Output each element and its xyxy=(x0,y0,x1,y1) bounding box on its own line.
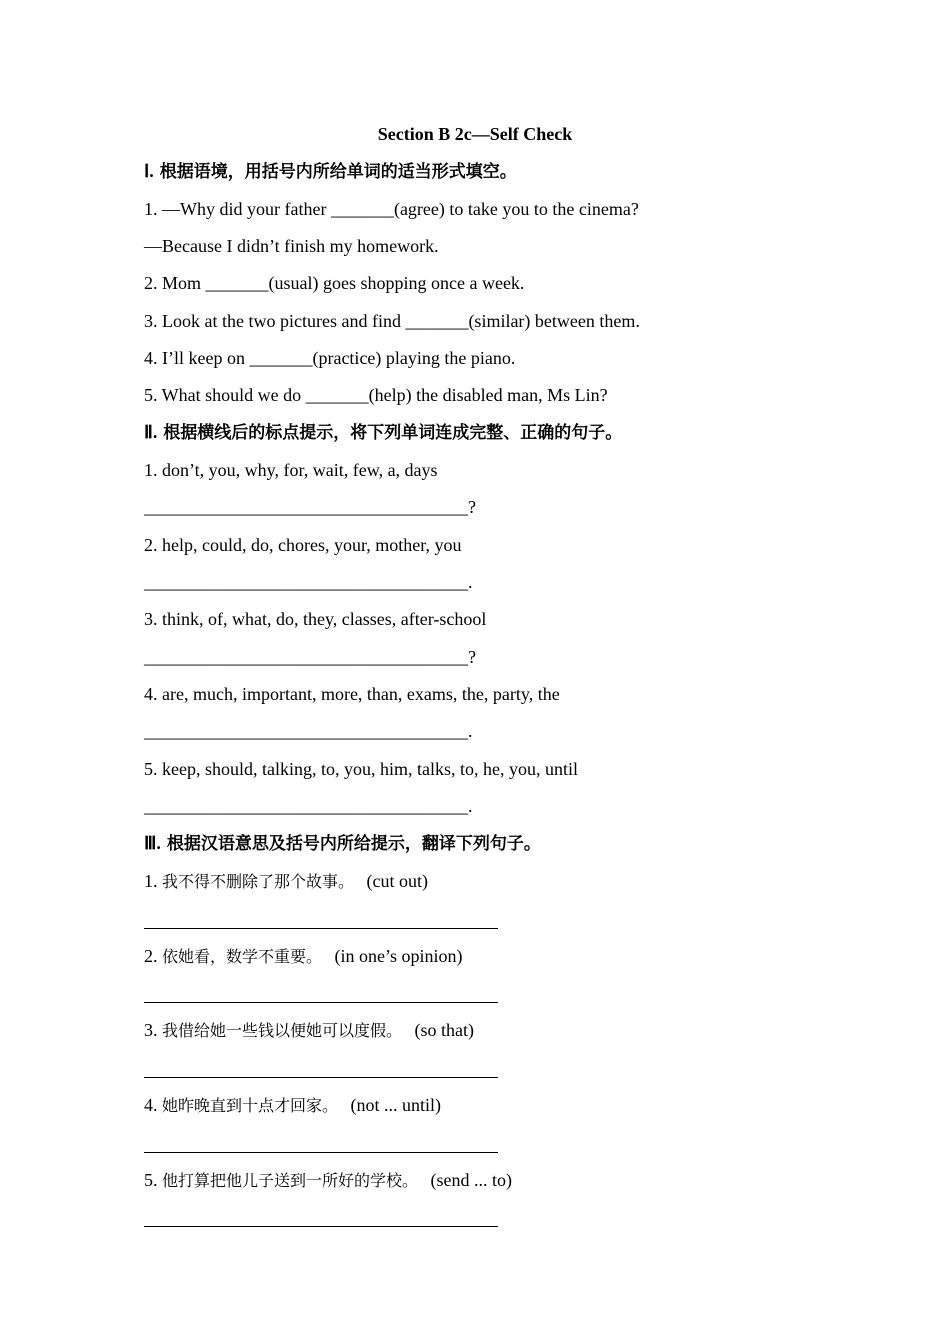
part2-item-3-answer-line: ____________________________________? xyxy=(144,647,476,667)
part3-item-2-hint: (in one’s opinion) xyxy=(334,946,463,966)
part3-heading xyxy=(144,831,541,856)
part1-item-1-answer: —Because I didn’t finish my homework. xyxy=(144,236,439,256)
part2-item-5-words: 5. keep, should, talking, to, you, him, talks, to, he, you, until xyxy=(144,759,578,779)
part2-item-4-answer-line: ____________________________________. xyxy=(144,721,473,741)
part1-instruction: 根据语境，用括号内所给单词的适当形式填空。 xyxy=(159,162,517,182)
part3-item-5-chinese: 他打算把他儿子送到一所好的学校。 xyxy=(162,1171,419,1190)
part3-item-2-answer-line xyxy=(144,1002,498,1003)
part1-item-5: 5. What should we do _______(help) the disabled man, Ms Lin? xyxy=(144,385,608,405)
part3-item-1 xyxy=(144,869,428,894)
part3-item-4-answer-line xyxy=(144,1152,498,1153)
part1-numeral: Ⅰ. xyxy=(144,161,154,181)
part1-item-3: 3. Look at the two pictures and find _______(similar) between them. xyxy=(144,311,640,331)
part3-item-4-chinese: 她昨晚直到十点才回家。 xyxy=(162,1096,339,1115)
part2-item-5-answer-line: ____________________________________. xyxy=(144,796,473,816)
part2-item-1-answer-line: ____________________________________? xyxy=(144,497,476,517)
part2-item-4-words: 4. are, much, important, more, than, exams, the, party, the xyxy=(144,684,560,704)
part3-item-4 xyxy=(144,1093,441,1118)
part3-item-1-hint: (cut out) xyxy=(366,871,428,891)
part3-item-3-number: 3. xyxy=(144,1020,158,1040)
part2-heading xyxy=(144,420,622,445)
part2-numeral: Ⅱ. xyxy=(144,422,158,442)
part3-item-2 xyxy=(144,944,463,969)
part2-item-2-words: 2. help, could, do, chores, your, mother, you xyxy=(144,535,462,555)
part3-item-3-answer-line xyxy=(144,1077,498,1078)
page-title: Section B 2c—Self Check xyxy=(377,124,573,144)
part2-instruction: 根据横线后的标点提示，将下列单词连成完整、正确的句子。 xyxy=(163,423,623,443)
part3-item-2-number: 2. xyxy=(144,946,158,966)
part1-item-2: 2. Mom _______(usual) goes shopping once a week. xyxy=(144,273,525,293)
part1-item-4: 4. I’ll keep on _______(practice) playing the piano. xyxy=(144,348,516,368)
part3-item-2-chinese: 依她看，数学不重要。 xyxy=(162,947,323,966)
part2-item-2-answer-line: ____________________________________. xyxy=(144,572,473,592)
part3-item-5-answer-line xyxy=(144,1226,498,1227)
part3-item-4-number: 4. xyxy=(144,1095,158,1115)
part3-item-1-answer-line xyxy=(144,928,498,929)
part3-item-3 xyxy=(144,1018,474,1043)
part2-item-3-words: 3. think, of, what, do, they, classes, after-school xyxy=(144,609,487,629)
part3-item-3-hint: (so that) xyxy=(414,1020,474,1040)
part3-instruction: 根据汉语意思及括号内所给提示，翻译下列句子。 xyxy=(166,834,541,854)
part3-item-1-number: 1. xyxy=(144,871,158,891)
part1-heading xyxy=(144,159,517,184)
part3-item-1-chinese: 我不得不删除了那个故事。 xyxy=(162,872,355,891)
part3-item-5-number: 5. xyxy=(144,1170,158,1190)
part3-item-3-chinese: 我借给她一些钱以便她可以度假。 xyxy=(162,1021,403,1040)
part1-item-1: 1. —Why did your father _______(agree) to take you to the cinema? xyxy=(144,199,639,219)
part2-item-1-words: 1. don’t, you, why, for, wait, few, a, days xyxy=(144,460,438,480)
part3-item-5 xyxy=(144,1168,512,1193)
part3-numeral: Ⅲ. xyxy=(144,833,161,853)
part3-item-5-hint: (send ... to) xyxy=(430,1170,512,1190)
part3-item-4-hint: (not ... until) xyxy=(350,1095,442,1115)
